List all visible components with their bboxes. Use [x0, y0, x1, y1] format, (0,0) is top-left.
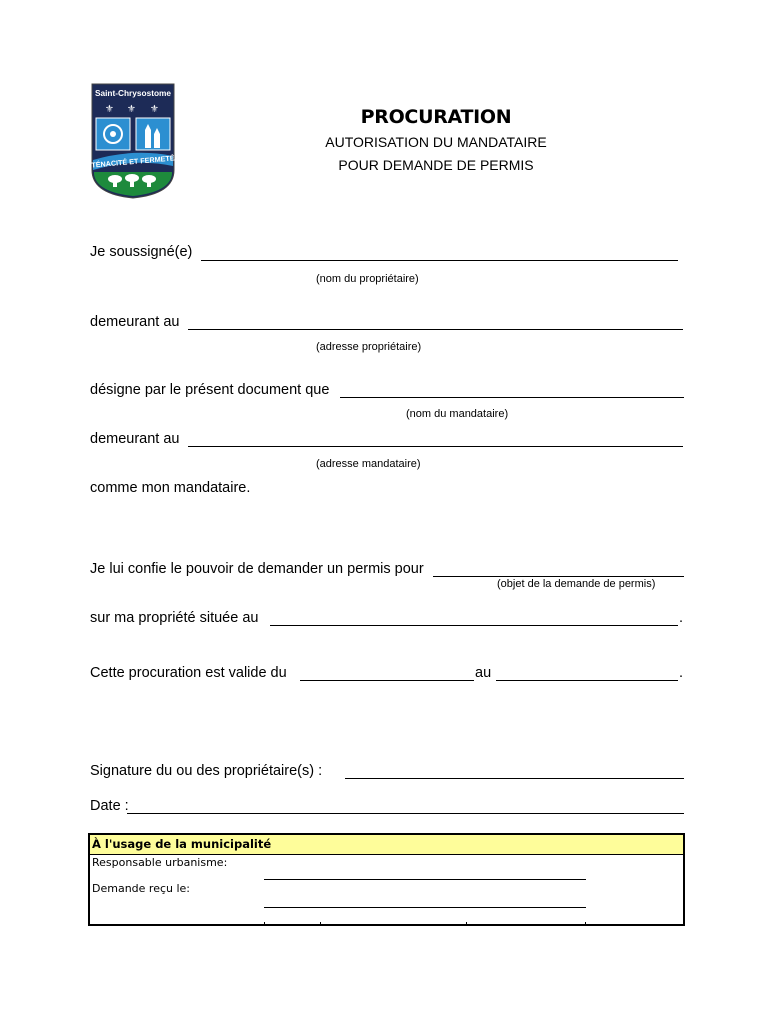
owner-name-field[interactable] [201, 260, 678, 261]
box-tick [320, 922, 321, 926]
owner-name-hint: (nom du propriétaire) [316, 273, 419, 285]
agent-address-label: demeurant au [90, 431, 180, 447]
municipal-use-box [88, 833, 685, 926]
property-address-field[interactable] [270, 625, 678, 626]
period-mark-2: . [679, 665, 684, 681]
date-field[interactable] [127, 813, 684, 814]
received-date-field[interactable] [264, 907, 586, 908]
svg-text:⚜: ⚜ [105, 104, 114, 115]
box-tick [264, 922, 265, 926]
agent-address-hint: (adresse mandataire) [316, 458, 421, 470]
svg-text:⚜: ⚜ [150, 104, 159, 115]
permit-object-field[interactable] [433, 576, 684, 577]
logo-town-name: Saint-Chrysostome [94, 88, 172, 98]
agent-designation-text: comme mon mandataire. [90, 480, 251, 496]
received-date-label: Demande reçu le: [92, 882, 191, 895]
document-subtitle-line1: AUTORISATION DU MANDATAIRE [325, 134, 547, 150]
municipal-box-title: À l'usage de la municipalité [90, 835, 683, 855]
signature-field[interactable] [345, 778, 684, 779]
agent-name-label: désigne par le présent document que [90, 382, 330, 398]
document-title: PROCURATION [360, 106, 512, 128]
permit-object-label: Je lui confie le pouvoir de demander un permis pour [90, 561, 424, 577]
owner-address-label: demeurant au [90, 314, 180, 330]
period-mark: . [679, 610, 684, 626]
svg-text:⚜: ⚜ [127, 104, 136, 115]
validity-to-field[interactable] [496, 680, 678, 681]
box-tick [585, 922, 586, 926]
permit-object-hint: (objet de la demande de permis) [497, 578, 656, 590]
validity-to-label: au [475, 665, 492, 681]
owner-address-hint: (adresse propriétaire) [316, 341, 422, 353]
agent-name-field[interactable] [340, 397, 684, 398]
validity-from-field[interactable] [300, 680, 474, 681]
date-label: Date : [90, 798, 129, 814]
planning-officer-field[interactable] [264, 879, 586, 880]
owner-address-field[interactable] [188, 329, 683, 330]
validity-from-label: Cette procuration est valide du [90, 665, 287, 681]
signature-label: Signature du ou des propriétaire(s) : [90, 763, 323, 779]
planning-officer-label: Responsable urbanisme: [92, 856, 228, 869]
agent-address-field[interactable] [188, 446, 683, 447]
municipal-logo [90, 82, 176, 200]
box-tick [466, 922, 467, 926]
document-subtitle-line2: POUR DEMANDE DE PERMIS [338, 157, 534, 173]
property-address-label: sur ma propriété située au [90, 610, 259, 626]
agent-name-hint: (nom du mandataire) [406, 408, 509, 420]
owner-name-label: Je soussigné(e) [90, 244, 193, 260]
logo-motto: TÉNACITÉ ET FERMETÉ [90, 153, 175, 170]
